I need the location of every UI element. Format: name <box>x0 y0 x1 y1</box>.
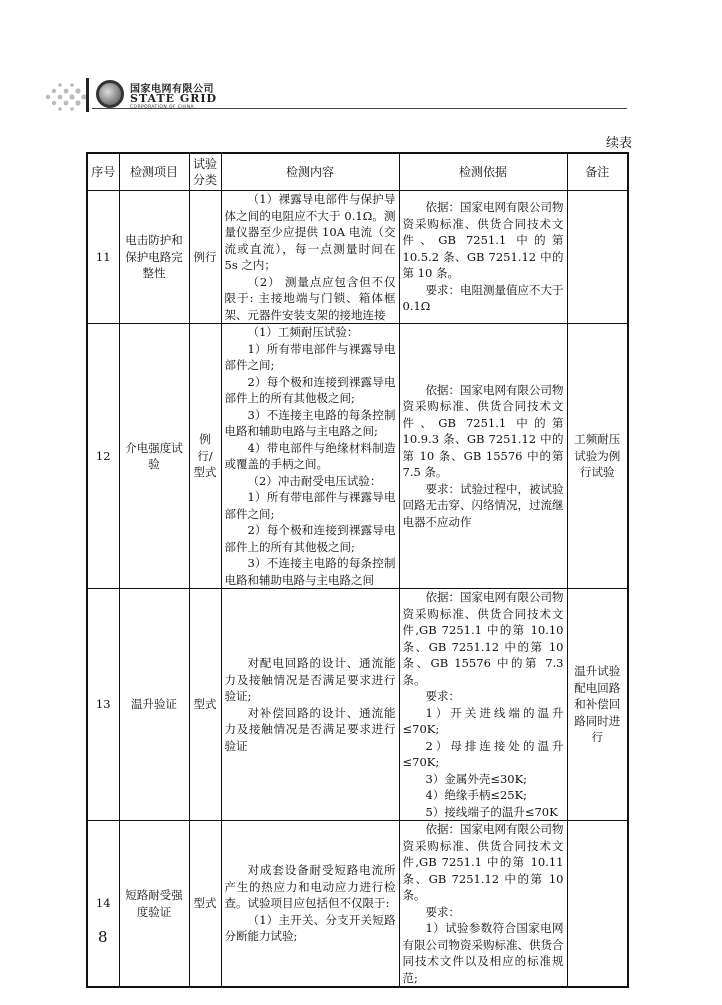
content-line: 1）所有带电部件与裸露导电部件之间; <box>224 341 396 372</box>
content-line: （1）工频耐压试验： <box>247 325 359 339</box>
basis-line: 要求：电阻测量值应不大于 0.1Ω <box>402 282 564 314</box>
row-category: 例行/型式 <box>189 324 221 589</box>
content-line: （2）冲击耐受电压试验： <box>247 473 382 488</box>
content-line: 1）所有带电部件与裸露导电部件之间; <box>224 490 396 521</box>
row-basis <box>399 589 567 821</box>
table-row <box>87 191 628 324</box>
content-line: 对补偿回路的设计、通流能力及接触情况是否满足要求进行验证 <box>224 705 396 753</box>
row-category: 例行 <box>189 191 221 324</box>
row-number: 12 <box>87 324 119 589</box>
header-content: 检测内容 <box>221 153 399 191</box>
content-line: 2）每个极和连接到裸露导电部件上的所有其他极之间; <box>224 374 396 405</box>
page-header <box>0 0 722 120</box>
dot-pattern-icon <box>44 82 92 112</box>
content-line: （1）裸露导电部件与保护导体之间的电阻应不大于 0.1Ω。测量仪器至少应提供 10A 电流（交流或直流），每一点测量时间在 5s 之内； <box>224 192 396 272</box>
logo-english-name: STATE GRID <box>130 92 218 105</box>
basis-line: 5）接线端子的温升≤70K <box>425 804 558 819</box>
basis-line: 1）试验参数符合国家电网有限公司物资采购标准、供货合同技术文件以及相应的标准规范; <box>402 921 564 985</box>
content-line: 4）带电部件与绝缘材料制造或覆盖的手柄之间。 <box>224 440 396 471</box>
row-category: 型式 <box>189 589 221 821</box>
row-content <box>221 191 399 324</box>
row-number: 13 <box>87 589 119 821</box>
header-remark: 备注 <box>567 153 628 191</box>
row-remark: 温升试验配电回路和补偿回路同时进行 <box>567 589 628 821</box>
table-row <box>87 589 628 821</box>
content-line: 对成套设备耐受短路电流所产生的热应力和电动应力进行检查。试验项目应包括但不仅限于: <box>224 863 396 911</box>
header-category: 试验分类 <box>189 153 221 191</box>
basis-line: 依据：国家电网有限公司物资采购标准、供货合同技术文件,GB 7251.1 中的第 10.10 条、GB 7251.12 中的第 10 条、GB 15576 中的第 7.3 条。 <box>402 590 564 687</box>
header-basis: 检测依据 <box>399 153 567 191</box>
row-item: 短路耐受强度验证 <box>119 821 189 988</box>
basis-line: 要求： <box>425 904 460 919</box>
content-line: 对配电回路的设计、通流能力及接触情况是否满足要求进行验证; <box>224 656 396 703</box>
row-number: 14 <box>87 821 119 988</box>
inspection-table <box>86 152 629 988</box>
basis-line: 2）母排连接处的温升≤70K; <box>402 738 564 769</box>
basis-line: 依据：国家电网有限公司物资采购标准、供货合同技术文件、GB 7251.1 中的第 10.5.2 条、GB 7251.12 中的第 10 条。 <box>402 200 564 281</box>
continued-label: 续表 <box>605 136 632 151</box>
table-row <box>87 324 628 589</box>
row-remark: 工频耐压试验为例行试验 <box>567 324 628 589</box>
row-basis <box>399 191 567 324</box>
content-line: （2） 测量点应包含但不仅限于: 主接地端与门锁、箱体框架、元器件安装支架的接地连接 <box>224 274 396 322</box>
state-grid-logo-icon <box>96 80 124 108</box>
basis-line: 依据：国家电网有限公司物资采购标准、供货合同技术文件、GB 7251.1 中的第 10.9.3 条、GB 7251.12 中的第 10 条、GB 15576 中的第 7.5 条。 <box>402 382 564 480</box>
header-no: 序号 <box>87 153 119 191</box>
header-item: 检测项目 <box>119 153 189 191</box>
row-item: 温升验证 <box>119 589 189 821</box>
row-remark <box>567 821 628 988</box>
basis-line: 3）金属外壳≤30K; <box>425 771 528 786</box>
table-row <box>87 821 628 988</box>
logo-chinese-name: 国家电网有限公司 <box>130 84 214 95</box>
row-content <box>221 324 399 589</box>
row-item: 介电强度试验 <box>119 324 189 589</box>
content-line: 2）每个极和连接到裸露导电部件上的所有其他极之间; <box>224 523 396 554</box>
row-content <box>221 589 399 821</box>
content-line: （1）主开关、分支开关短路分断能力试验; <box>224 912 396 944</box>
row-content <box>221 821 399 988</box>
row-remark <box>567 191 628 324</box>
header-rule <box>92 108 627 109</box>
row-number: 11 <box>87 191 119 324</box>
table-header-row <box>87 153 628 191</box>
row-basis <box>399 821 567 988</box>
basis-line: 要求： <box>425 689 460 703</box>
basis-line: 依据：国家电网有限公司物资采购标准、供货合同技术文件,GB 7251.1 中的第 10.11 条、GB 7251.12 中的第 10 条。 <box>402 822 564 902</box>
basis-line: 1）开关进线端的温升≤70K; <box>402 705 564 736</box>
row-item: 电击防护和保护电路完整性 <box>119 191 189 324</box>
content-line: 3）不连接主电路的每条控制电路和辅助电路与主电路之间; <box>224 407 396 438</box>
page-number: 8 <box>98 928 108 946</box>
row-basis <box>399 324 567 589</box>
content-line: 3）不连接主电路的每条控制电路和辅助电路与主电路之间 <box>224 556 396 587</box>
logo-divider <box>86 78 89 112</box>
row-category: 型式 <box>189 821 221 988</box>
basis-line: 要求：试验过程中，被试验回路无击穿、闪络情况，过流继电器不应动作 <box>402 481 564 529</box>
basis-line: 4）绝缘手柄≤25K; <box>425 788 528 802</box>
